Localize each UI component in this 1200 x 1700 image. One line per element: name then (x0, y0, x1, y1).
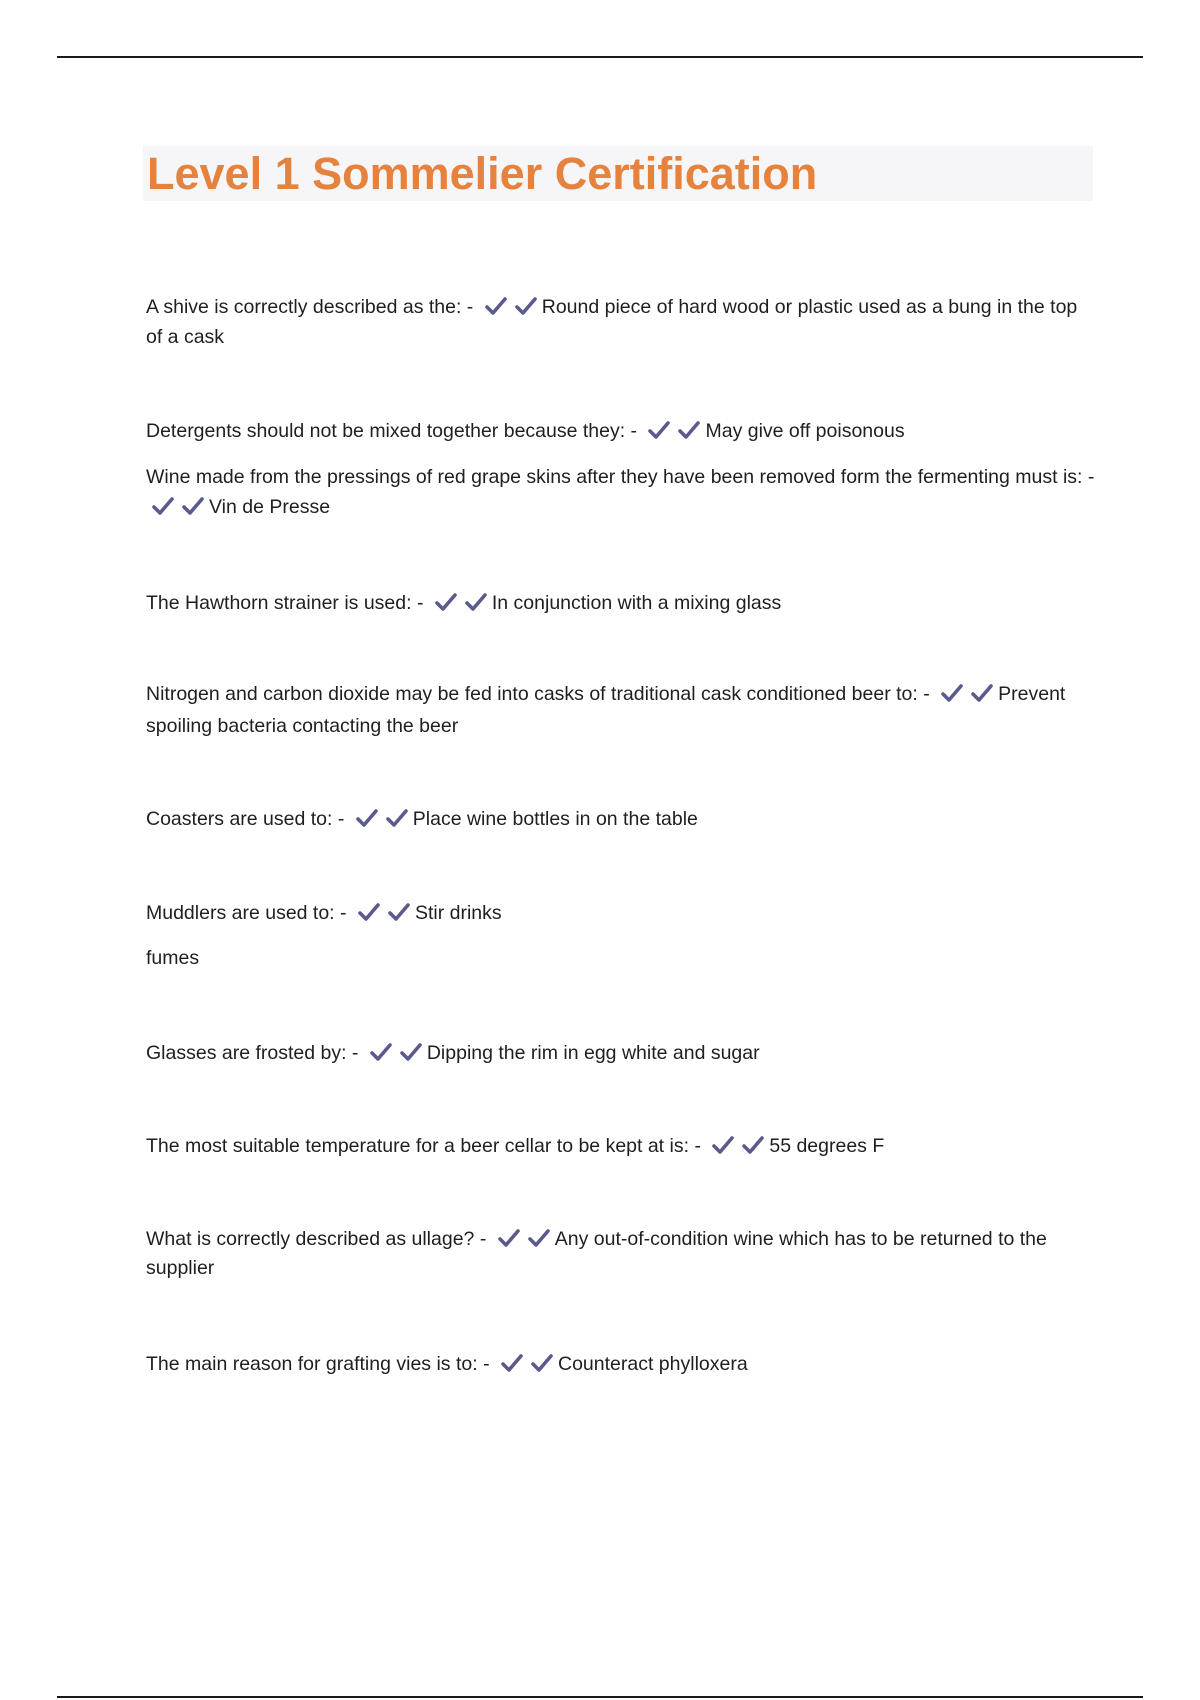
question-text: Wine made from the pressings of red grape skins after they have been removed form the fermenting must is: - (146, 466, 1095, 488)
check-mark-icon (484, 296, 508, 316)
check-mark-icon (387, 902, 411, 922)
question-text: Muddlers are used to: - (146, 902, 347, 924)
answer-text: Counteract phylloxera (558, 1353, 748, 1375)
qa-item (146, 1131, 1096, 1161)
check-mark-icon (497, 1228, 521, 1248)
check-mark-icon (514, 296, 538, 316)
check-mark-icon (711, 1135, 735, 1155)
answer-text: Round piece of hard wood or plastic used as a bung in the top of a cask (146, 296, 1078, 348)
check-mark-icon (399, 1042, 423, 1062)
orphan-text: fumes (146, 947, 200, 969)
check-mark-icon (647, 420, 671, 440)
check-mark-icon (357, 902, 381, 922)
qa-item (146, 1225, 1096, 1283)
qa-item (146, 898, 1096, 928)
check-mark-icon (741, 1135, 765, 1155)
answer-text: Vin de Presse (209, 496, 331, 518)
qa-item (146, 1349, 1096, 1379)
qa-item (146, 804, 1096, 834)
question-text: The most suitable temperature for a beer cellar to be kept at is: - (146, 1135, 701, 1157)
check-mark-icon (530, 1353, 554, 1373)
question-text: A shive is correctly described as the: - (146, 296, 474, 318)
qa-item (146, 678, 1096, 742)
question-text: The Hawthorn strainer is used: - (146, 592, 424, 614)
check-mark-icon (181, 496, 205, 516)
check-mark-icon (369, 1042, 393, 1062)
check-mark-icon (385, 808, 409, 828)
answer-text: May give off poisonous (705, 420, 905, 442)
answer-text: Stir drinks (414, 902, 502, 924)
check-mark-icon (434, 592, 458, 612)
check-mark-icon (464, 592, 488, 612)
answer-text: Dipping the rim in egg white and sugar (426, 1042, 760, 1064)
qa-item (146, 292, 1096, 352)
check-mark-icon (355, 808, 379, 828)
check-mark-icon (500, 1353, 524, 1373)
document-title: Level 1 Sommelier Certification (147, 148, 818, 199)
answer-text: In conjunction with a mixing glass (491, 592, 782, 614)
top-rule (57, 56, 1143, 58)
answer-text: Place wine bottles in on the table (412, 808, 698, 830)
qa-item (146, 1038, 1096, 1068)
question-text: Glasses are frosted by: - (146, 1042, 359, 1064)
check-mark-icon (151, 496, 175, 516)
qa-item (146, 416, 1096, 446)
check-mark-icon (677, 420, 701, 440)
answer-text: Any out-of-condition wine which has to be returned to the supplier (146, 1228, 1047, 1279)
question-text: Coasters are used to: - (146, 808, 345, 830)
answer-text: 55 degrees F (769, 1135, 885, 1157)
question-text: The main reason for grafting vies is to: - (146, 1353, 490, 1375)
question-text: What is correctly described as ullage? - (146, 1228, 487, 1250)
check-mark-icon (970, 683, 994, 703)
question-text: Detergents should not be mixed together because they: - (146, 420, 638, 442)
qa-item (146, 462, 1096, 522)
check-mark-icon (940, 683, 964, 703)
question-text: Nitrogen and carbon dioxide may be fed into casks of traditional cask conditioned beer to: - (146, 683, 930, 705)
bottom-rule (57, 1696, 1143, 1698)
check-mark-icon (527, 1228, 551, 1248)
answer-text: Prevent spoiling bacteria contacting the beer (146, 683, 1066, 737)
qa-item (146, 588, 1096, 618)
